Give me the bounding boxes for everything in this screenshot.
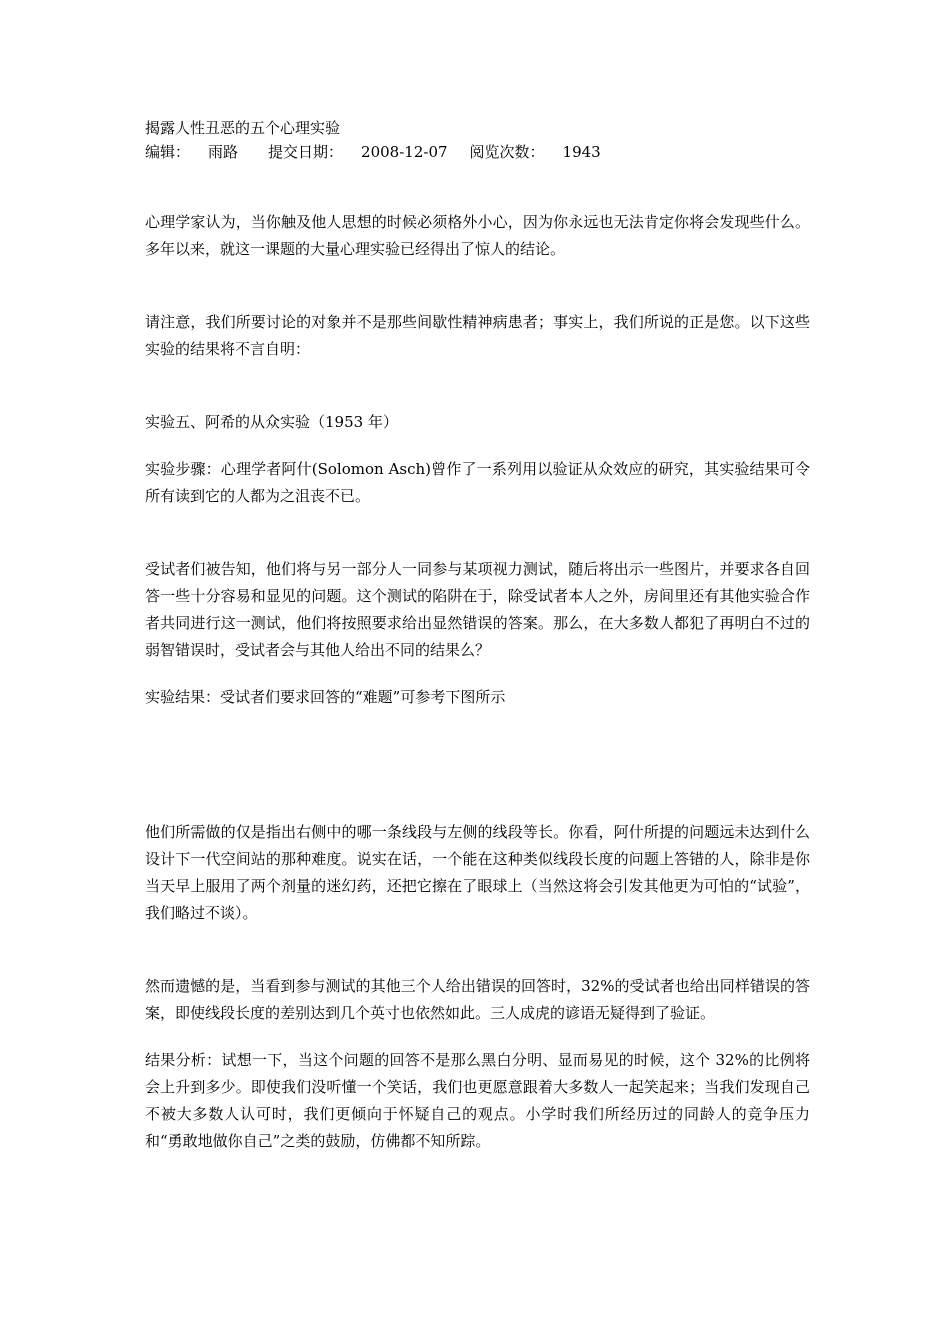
paragraph-analysis: 结果分析：试想一下，当这个问题的回答不是那么黑白分明、显而易见的时候，这个 32%的比例将会上升到多少。即使我们没听懂一个笑话，我们也更愿意跟着大多数人一起笑起来；当我们发现自己不被大多数人认可时，我们更倾向于怀疑自己的观点。小学时我们所经历过的同龄人的竞争压力和“勇敢地做你自己”之类的鼓励，仿佛都不知所踪。 xyxy=(145,1051,810,1150)
views-value: 1943 xyxy=(562,143,601,161)
document-page xyxy=(145,116,810,1155)
date-value: 2008-12-07 xyxy=(361,143,448,161)
article-meta xyxy=(145,140,810,164)
missing-figure-area xyxy=(145,711,810,819)
paragraph-procedure: 实验步骤：心理学者阿什(Solomon Asch)曾作了一系列用以验证从众效应的研究，其实验结果可令所有读到它的人都为之沮丧不已。 xyxy=(145,460,810,505)
paragraph-setup: 受试者们被告知，他们将与另一部分人一同参与某项视力测试，随后将出示一些图片，并要求各自回答一些十分容易和显见的问题。这个测试的陷阱在于，除受试者本人之外，房间里还有其他实验合作者共同进行这一测试，他们将按照要求给出显然错误的答案。那么，在大多数人都犯了再明白不过的弱智错误时，受试者会与其他人给出不同的结果么？ xyxy=(145,560,810,659)
paragraph-notice: 请注意，我们所要讨论的对象并不是那些间歇性精神病患者；事实上，我们所说的正是您。以下这些实验的结果将不言自明： xyxy=(145,313,810,358)
views-label: 阅览次数： xyxy=(469,143,545,161)
paragraph-result-intro: 实验结果：受试者们要求回答的“难题”可参考下图所示 xyxy=(145,688,506,706)
section-heading: 实验五、阿希的从众实验（1953 年） xyxy=(145,413,398,431)
editor-label: 编辑： xyxy=(145,143,191,161)
paragraph-intro: 心理学家认为，当你触及他人思想的时候必须格外小心，因为你永远也无法肯定你将会发现些什么。多年以来，就这一课题的大量心理实验已经得出了惊人的结论。 xyxy=(145,213,810,258)
paragraph-finding: 然而遗憾的是，当看到参与测试的其他三个人给出错误的回答时，32%的受试者也给出同样错误的答案，即使线段长度的差别达到几个英寸也依然如此。三人成虎的谚语无疑得到了验证。 xyxy=(145,977,810,1022)
paragraph-task: 他们所需做的仅是指出右侧中的哪一条线段与左侧的线段等长。你看，阿什所提的问题远未达到什么设计下一代空间站的那种难度。说实在话，一个能在这种类似线段长度的问题上答错的人，除非是你当天早上服用了两个剂量的迷幻药，还把它擦在了眼球上（当然这将会引发其他更为可怕的“试验”，我们略过不谈）。 xyxy=(145,823,810,922)
date-label: 提交日期： xyxy=(268,143,344,161)
article-title: 揭露人性丑恶的五个心理实验 xyxy=(145,119,341,137)
editor-value: 雨路 xyxy=(208,143,239,161)
